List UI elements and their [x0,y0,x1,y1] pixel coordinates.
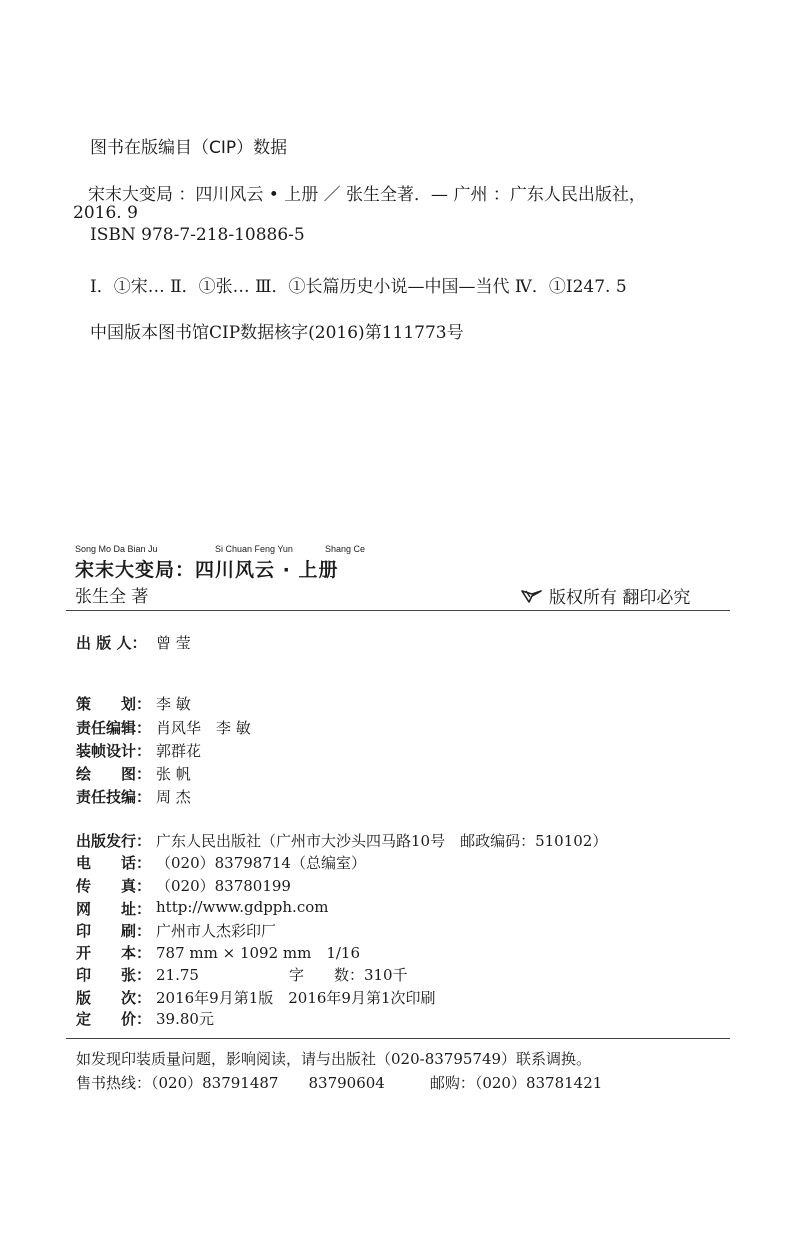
pinyin-subtitle: Si Chuan Feng Yun [215,544,293,554]
credit-label: 责任技编： [76,788,152,806]
credit-row [76,786,191,807]
cip-line-2: 2016. 9 [73,203,138,223]
credit-value: 肖风华 李 敏 [156,719,251,737]
detail-value: （020）83798714（总编室） [156,854,366,872]
detail-label: 印 张： [76,966,152,984]
detail-row [76,920,276,941]
detail-row [76,852,366,873]
cip-line-3: ISBN 978-7-218-10886-5 [90,225,305,245]
detail-row [76,875,291,896]
credit-label: 装帧设计： [76,742,152,760]
detail-row [76,1008,214,1029]
cip-line-4: Ⅰ．①宋… Ⅱ．①张… Ⅲ．①长篇历史小说—中国—当代 Ⅳ．①I247. 5 [90,277,627,297]
sales-hotline: 售书热线：（020）83791487 83790604 邮购：（020）83781421 [76,1074,603,1092]
detail-value: 广州市人杰彩印厂 [156,922,277,940]
publisher-label: 出 版 人： [76,634,147,652]
detail-row [76,987,436,1008]
detail-row [76,964,408,985]
detail-row [76,830,607,851]
credit-row [76,763,191,784]
credit-value: 郭群花 [156,742,202,760]
copyright-text: 版权所有 翻印必究 [549,588,691,608]
publisher-value: 曾 莹 [156,634,191,652]
credit-row [76,693,191,714]
credit-value: 李 敏 [156,695,191,713]
cip-heading: 图书在版编目（CIP）数据 [90,138,288,158]
quality-notice: 如发现印装质量问题，影响阅读，请与出版社（020-83795749）联系调换。 [76,1050,592,1068]
credit-row [76,717,251,738]
credit-value: 周 杰 [156,788,191,806]
detail-row [76,898,328,919]
detail-value: （020）83780199 [156,877,291,895]
credit-label: 绘 图： [76,765,152,783]
publisher-row [76,632,191,653]
detail-value: 39.80元 [156,1010,214,1028]
book-title: 宋末大变局：四川风云 · 上册 [75,559,339,581]
cip-line-1: 宋末大变局 ：四川风云 • 上册 ／ 张生全著．— 广州 ：广东人民出版社， [88,185,646,205]
detail-value: 787 mm × 1092 mm 1/16 [156,944,361,962]
detail-value: 广东人民出版社（广州市大沙头四马路10号 邮政编码：510102） [156,832,608,850]
detail-value: 2016年9月第1版 2016年9月第1次印刷 [156,989,436,1007]
detail-label: 开 本： [76,944,152,962]
copyright-notice [521,583,690,608]
detail-value: http://www.gdpph.com [156,898,329,916]
divider-top [66,610,730,611]
divider-bottom [66,1038,730,1039]
detail-label: 定 价： [76,1010,152,1028]
credit-value: 张 帆 [156,765,191,783]
cip-line-5: 中国版本图书馆CIP数据核字(2016)第111773号 [90,323,464,343]
detail-label: 网 址： [76,900,152,918]
detail-label: 出版发行： [76,832,152,850]
detail-label: 版 次： [76,989,152,1007]
detail-label: 电 话： [76,854,152,872]
pinyin-volume: Shang Ce [325,544,366,554]
detail-value: 21.75 字 数：310千 [156,966,408,984]
credit-label: 责任编辑： [76,719,152,737]
detail-row [76,942,360,963]
detail-label: 印 刷： [76,922,152,940]
book-author: 张生全 著 [75,587,149,607]
publisher-logo-icon [521,588,543,604]
credit-row [76,740,201,761]
credit-label: 策 划： [76,695,152,713]
pinyin-title: Song Mo Da Bian Ju [75,544,158,554]
detail-label: 传 真： [76,877,152,895]
